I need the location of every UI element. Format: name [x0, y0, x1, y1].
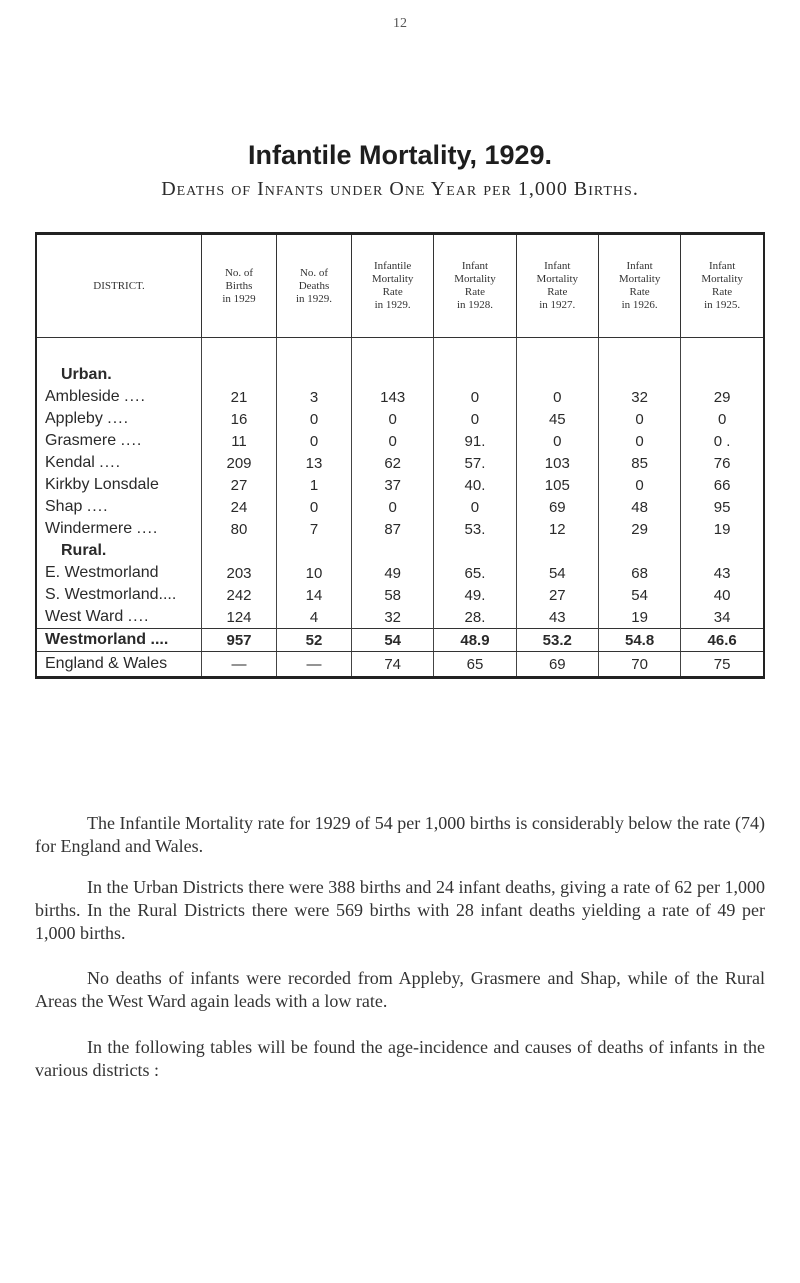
rate-1928-cell: 49.: [434, 584, 516, 606]
rate-1926-cell: 68: [598, 562, 680, 584]
table-row: [36, 584, 764, 606]
table-row: [36, 386, 764, 408]
deaths-cell: 3: [277, 386, 352, 408]
rate-1929-cell: 0: [352, 496, 434, 518]
deaths-cell: —: [277, 652, 352, 678]
deaths-cell: 0: [277, 408, 352, 430]
rate-1927-cell: 45: [516, 408, 598, 430]
rate-1929-cell: 74: [352, 652, 434, 678]
rate-1925-cell: 75: [681, 652, 764, 678]
rate-1927-cell: 0: [516, 386, 598, 408]
rate-1926-cell: 54: [598, 584, 680, 606]
rate-1929-cell: 32: [352, 606, 434, 629]
paragraph-following-tables: In the following tables will be found the age-incidence and causes of deaths of infants in the various districts :: [35, 1037, 765, 1080]
rate-1928-cell: 65.: [434, 562, 516, 584]
district-cell: West Ward ....: [45, 608, 150, 625]
header-rate-1929: Infantile Mortality Rate in 1929.: [352, 234, 434, 338]
rate-1926-cell: 0: [598, 408, 680, 430]
district-cell: Grasmere ....: [45, 432, 143, 449]
deaths-cell: 1: [277, 474, 352, 496]
rate-1929-cell: 0: [352, 408, 434, 430]
rate-1927-cell: 53.2: [516, 629, 598, 652]
births-cell: 80: [202, 518, 277, 540]
rate-1927-cell: 103: [516, 452, 598, 474]
births-cell: 27: [202, 474, 277, 496]
rate-1927-cell: 69: [516, 496, 598, 518]
infant-mortality-table: [35, 232, 765, 679]
rate-1929-cell: 143: [352, 386, 434, 408]
page-number: 12: [393, 16, 407, 31]
header-births: No. of Births in 1929: [202, 234, 277, 338]
header-rate-1925: Infant Mortality Rate in 1925.: [681, 234, 764, 338]
paragraph-summary: The Infantile Mortality rate for 1929 of 54 per 1,000 births is considerably below the rate (74) for England and Wales.: [35, 813, 765, 856]
births-cell: 21: [202, 386, 277, 408]
rate-1927-cell: 12: [516, 518, 598, 540]
rate-1927-cell: 105: [516, 474, 598, 496]
header-rate-1927: Infant Mortality Rate in 1927.: [516, 234, 598, 338]
rate-1926-cell: 29: [598, 518, 680, 540]
section-label-urban: Urban.: [61, 366, 112, 383]
rate-1925-cell: 43: [681, 562, 764, 584]
rate-1928-cell: 40.: [434, 474, 516, 496]
deaths-cell: 0: [277, 430, 352, 452]
comparison-row-england-wales: [36, 652, 764, 678]
district-cell: Appleby ....: [45, 410, 130, 427]
rate-1926-cell: 54.8: [598, 629, 680, 652]
deaths-cell: 13: [277, 452, 352, 474]
rate-1926-cell: 0: [598, 474, 680, 496]
rate-1928-cell: 57.: [434, 452, 516, 474]
rate-1928-cell: 0: [434, 386, 516, 408]
total-row-westmorland: [36, 629, 764, 652]
table-row: [36, 496, 764, 518]
rate-1929-cell: 54: [352, 629, 434, 652]
table-row: [36, 606, 764, 629]
rate-1928-cell: 65: [434, 652, 516, 678]
deaths-cell: 7: [277, 518, 352, 540]
births-cell: 16: [202, 408, 277, 430]
rate-1929-cell: 49: [352, 562, 434, 584]
table-row: [36, 474, 764, 496]
rate-1928-cell: 0: [434, 496, 516, 518]
rate-1928-cell: 28.: [434, 606, 516, 629]
rate-1928-cell: 91.: [434, 430, 516, 452]
rate-1929-cell: 0: [352, 430, 434, 452]
births-cell: 11: [202, 430, 277, 452]
births-cell: 203: [202, 562, 277, 584]
section-label-rural: Rural.: [61, 542, 107, 559]
deaths-cell: 52: [277, 629, 352, 652]
header-rate-1926: Infant Mortality Rate in 1926.: [598, 234, 680, 338]
page-title: Infantile Mortality, 1929.: [247, 140, 553, 170]
table-header-row: [36, 234, 764, 338]
rate-1929-cell: 37: [352, 474, 434, 496]
rate-1926-cell: 85: [598, 452, 680, 474]
deaths-cell: 14: [277, 584, 352, 606]
rate-1925-cell: 34: [681, 606, 764, 629]
rate-1925-cell: 40: [681, 584, 764, 606]
district-cell: Ambleside ....: [45, 388, 146, 405]
rate-1925-cell: 95: [681, 496, 764, 518]
rate-1925-cell: 0 .: [681, 430, 764, 452]
rate-1927-cell: 0: [516, 430, 598, 452]
district-cell: S. Westmorland....: [45, 586, 177, 603]
district-cell: Shap ....: [45, 498, 109, 515]
rate-1929-cell: 87: [352, 518, 434, 540]
district-cell: E. Westmorland: [45, 564, 159, 581]
district-cell: Windermere ....: [45, 520, 159, 537]
rate-1926-cell: 48: [598, 496, 680, 518]
rate-1925-cell: 76: [681, 452, 764, 474]
births-cell: 242: [202, 584, 277, 606]
rate-1929-cell: 58: [352, 584, 434, 606]
table-row: [36, 518, 764, 540]
header-deaths: No. of Deaths in 1929.: [277, 234, 352, 338]
rate-1925-cell: 29: [681, 386, 764, 408]
deaths-cell: 0: [277, 496, 352, 518]
section-urban: [36, 364, 764, 386]
rate-1925-cell: 46.6: [681, 629, 764, 652]
rate-1929-cell: 62: [352, 452, 434, 474]
deaths-cell: 4: [277, 606, 352, 629]
rate-1926-cell: 0: [598, 430, 680, 452]
rate-1927-cell: 54: [516, 562, 598, 584]
rate-1925-cell: 66: [681, 474, 764, 496]
table-spacer-row: [36, 338, 764, 365]
section-rural: [36, 540, 764, 562]
births-cell: 24: [202, 496, 277, 518]
district-cell: England & Wales: [45, 655, 168, 672]
table-row: [36, 408, 764, 430]
district-cell: Kirkby Lonsdale: [45, 476, 159, 493]
header-district: DISTRICT.: [36, 234, 202, 338]
page-subtitle: Deaths of Infants under One Year per 1,000 Births.: [161, 178, 639, 200]
table-row: [36, 430, 764, 452]
rate-1927-cell: 43: [516, 606, 598, 629]
district-cell: Kendal ....: [45, 454, 122, 471]
district-cell: Westmorland ....: [36, 629, 202, 652]
births-cell: 124: [202, 606, 277, 629]
births-cell: 209: [202, 452, 277, 474]
rate-1926-cell: 32: [598, 386, 680, 408]
rate-1928-cell: 48.9: [434, 629, 516, 652]
rate-1926-cell: 19: [598, 606, 680, 629]
rate-1925-cell: 19: [681, 518, 764, 540]
paragraph-urban-rural: In the Urban Districts there were 388 births and 24 infant deaths, giving a rate of 62 per 1,000 births. In the Rural Districts there were 569 births with 28 infant deaths yielding a rate of 49 per 1,000 births.: [35, 877, 765, 943]
births-cell: —: [202, 652, 277, 678]
table-row: [36, 562, 764, 584]
rate-1927-cell: 27: [516, 584, 598, 606]
rate-1928-cell: 53.: [434, 518, 516, 540]
paragraph-no-deaths: No deaths of infants were recorded from Appleby, Grasmere and Shap, while of the Rural Areas the West Ward again leads with a low rate.: [35, 968, 765, 1011]
rate-1927-cell: 69: [516, 652, 598, 678]
rate-1926-cell: 70: [598, 652, 680, 678]
table-row: [36, 452, 764, 474]
rate-1925-cell: 0: [681, 408, 764, 430]
deaths-cell: 10: [277, 562, 352, 584]
rate-1928-cell: 0: [434, 408, 516, 430]
header-rate-1928: Infant Mortality Rate in 1928.: [434, 234, 516, 338]
births-cell: 957: [202, 629, 277, 652]
